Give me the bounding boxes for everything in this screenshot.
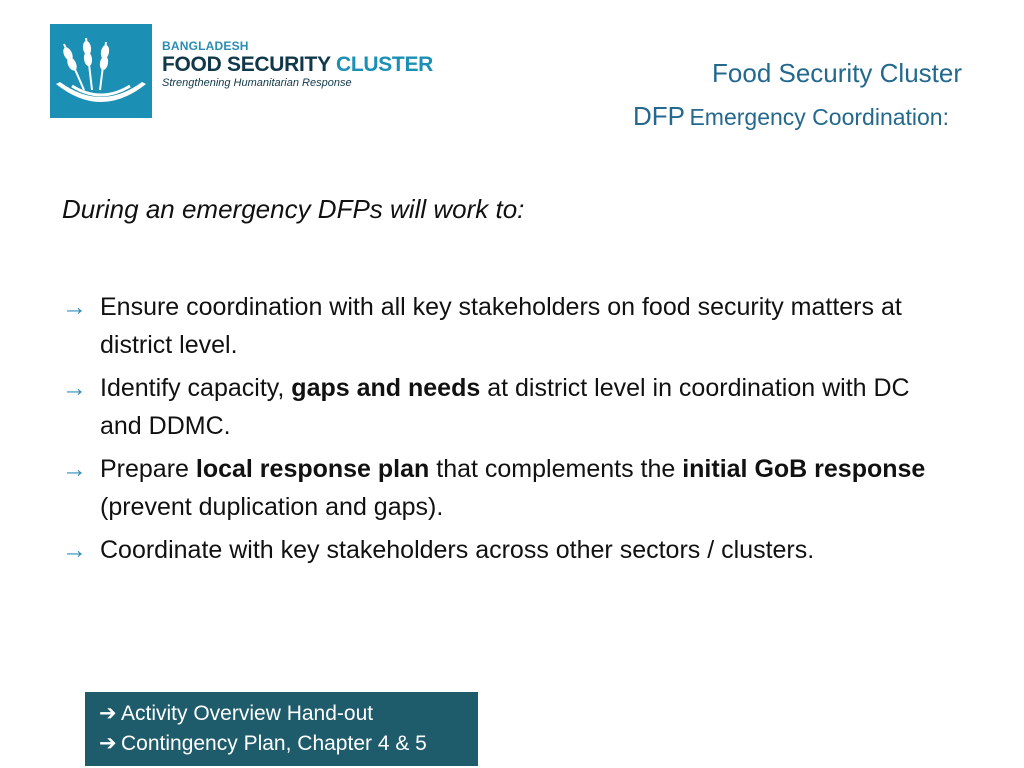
slide-subtitle [633, 100, 949, 137]
bullet-text: at district level in coordination with DC and DDMC. [100, 374, 910, 440]
bullet-text: Prepare [100, 455, 196, 483]
bullet-bold-text: initial GoB response [682, 455, 926, 483]
bullet-item [62, 531, 942, 569]
right-arrow-icon: → [62, 374, 87, 402]
wheat-bowl-icon [50, 24, 152, 118]
bullet-text: Ensure coordination with all key stakeholders on food security matters at district level. [100, 293, 902, 359]
slide-title: Food Security Cluster [712, 58, 962, 88]
right-arrow-icon: → [62, 293, 87, 321]
logo-name [162, 53, 433, 77]
subtitle-emergency: Emergency Coordination: [689, 104, 949, 130]
bullet-item [62, 369, 942, 445]
bullet-bold-text: local response plan [195, 455, 430, 483]
subtitle-dfp: DFP [633, 101, 686, 131]
logo-name-part1: FOOD SECURITY [162, 53, 331, 76]
bold-arrow-icon: ➔ [99, 702, 117, 725]
bullet-list [62, 288, 942, 574]
right-arrow-icon: → [62, 455, 87, 483]
logo-tagline: Strengthening Humanitarian Response [162, 77, 352, 89]
reference-text: Activity Overview Hand-out [121, 702, 374, 725]
bullet-text: Identify capacity, [100, 374, 292, 402]
reference-text: Contingency Plan, Chapter 4 & 5 [121, 732, 427, 755]
logo-country: BANGLADESH [162, 39, 249, 53]
bullet-item [62, 450, 942, 526]
bullet-text: (prevent duplication and gaps). [100, 493, 444, 521]
bold-arrow-icon: ➔ [99, 732, 117, 755]
right-arrow-icon: → [62, 536, 87, 564]
reference-item [99, 699, 478, 729]
reference-item [99, 729, 478, 759]
bullet-item [62, 288, 942, 364]
intro-text: During an emergency DFPs will work to: [62, 194, 525, 224]
logo-name-part2: CLUSTER [335, 53, 434, 76]
logo-wordmark [162, 40, 433, 90]
reference-box [85, 692, 478, 766]
logo-emblem [50, 24, 152, 118]
bullet-text: Coordinate with key stakeholders across other sectors / clusters. [100, 536, 815, 564]
bullet-text: that complements the [429, 455, 683, 483]
bullet-bold-text: gaps and needs [291, 374, 481, 402]
